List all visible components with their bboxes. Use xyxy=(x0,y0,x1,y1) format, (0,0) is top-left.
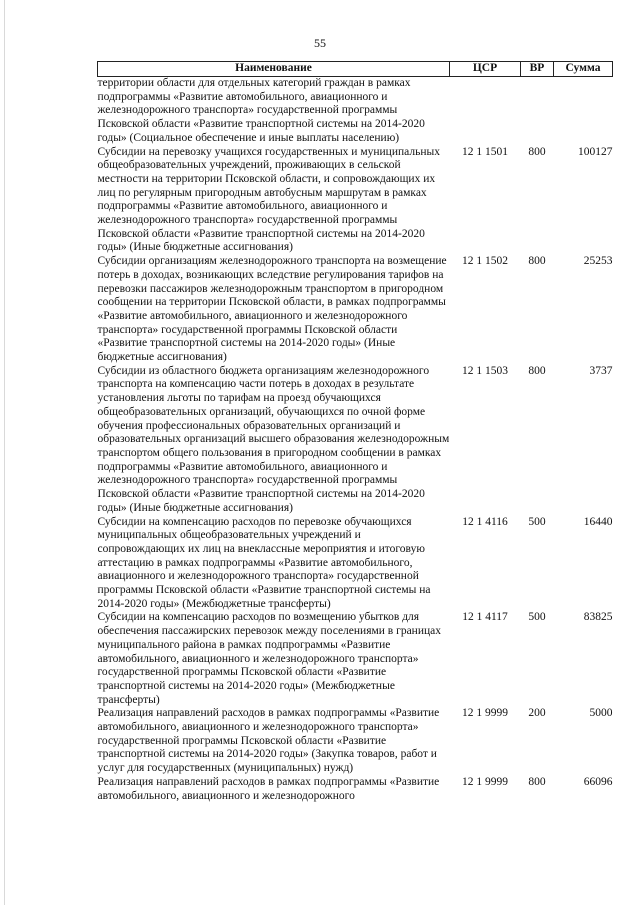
row-name: территории области для отдельных категорий граждан в рамках подпрограммы «Развитие автомобильного, авиационного и железнодорожного транспорта» государственной программы Псковской области «Развитие транспортной системы на 2014-2020 годы» (Социальное обеспечение и иные выплаты населению) xyxy=(97,77,425,144)
header-vr: ВР xyxy=(521,62,554,77)
table-header-row xyxy=(98,62,613,77)
row-vr: 800 xyxy=(528,255,546,268)
row-csr: 12 1 1502 xyxy=(462,255,508,268)
row-sum: 100127 xyxy=(578,145,613,158)
row-sum: 25253 xyxy=(583,255,613,268)
header-name: Наименование xyxy=(98,62,450,77)
table-row xyxy=(98,776,613,803)
table-row xyxy=(98,611,613,707)
row-vr: 800 xyxy=(528,145,546,158)
scan-edge-line xyxy=(4,0,5,905)
row-vr: 800 xyxy=(528,364,546,377)
row-name: Реализация направлений расходов в рамках подпрограммы «Развитие автомобильного, авиационного и железнодорожного xyxy=(97,775,440,802)
row-name: Реализация направлений расходов в рамках подпрограммы «Развитие автомобильного, авиационного и железнодорожного транспорта» государственной программы Псковской области «Развитие транспортной системы на 2014-2020 годы» (Закупка товаров, работ и услуг для государственных (муниципальных) нужд) xyxy=(97,707,440,775)
table-row xyxy=(98,146,613,256)
table-row xyxy=(98,707,613,776)
row-vr: 500 xyxy=(528,515,546,528)
row-sum: 16440 xyxy=(583,515,613,528)
row-sum: 5000 xyxy=(589,707,613,720)
row-csr: 12 1 4116 xyxy=(462,515,508,528)
row-name: Субсидии на компенсацию расходов по перевозке обучающихся муниципальных общеобразовательных учреждений и сопровождающих их лиц на внеклассные мероприятия и итоговую аттестацию в рамках подпрограммы «Развитие автомобильного, авиационного и железнодорожного транспорта» государственной программы Псковской области «Развитие транспортной системы на 2014-2020 годы» (Межбюджетные трансферты) xyxy=(97,515,431,610)
header-csr: ЦСР xyxy=(450,62,521,77)
table-row xyxy=(98,516,613,612)
row-sum xyxy=(554,77,613,146)
row-name: Субсидии организациям железнодорожного транспорта на возмещение потерь в доходах, возникающих вследствие регулирования тарифов на перевозки пассажиров железнодорожным транспортом в пригородном сообщении на территории Псковской области, в рамках подпрограммы «Развитие автомобильного, авиационного и железнодорожного транспорта» государственной программы Псковской области «Развитие транспортной системы на 2014-2020 годы» (Иные бюджетные ассигнования) xyxy=(97,255,447,364)
row-vr: 200 xyxy=(528,707,546,720)
page-number: 55 xyxy=(314,36,326,50)
table-row xyxy=(98,365,613,516)
row-sum: 3737 xyxy=(589,364,613,377)
row-csr: 12 1 9999 xyxy=(462,775,508,788)
row-vr: 500 xyxy=(528,611,546,624)
row-vr xyxy=(521,77,554,146)
table-row xyxy=(98,255,613,365)
row-csr: 12 1 1503 xyxy=(462,364,508,377)
row-sum: 83825 xyxy=(583,611,613,624)
budget-table xyxy=(97,61,613,803)
row-name: Субсидии на перевозку учащихся государственных и муниципальных общеобразовательных учреждений, проживающих в сельской местности на территории Псковской области, и сопровождающих их лиц по регулярным пригородным автобусным маршрутам в рамках подпрограммы «Развитие автомобильного, авиационного и железнодорожного транспорта» государственной программы Псковской области «Развитие транспортной системы на 2014-2020 годы» (Иные бюджетные ассигнования) xyxy=(97,145,440,254)
row-name: Субсидии из областного бюджета организациям железнодорожного транспорта на компенсацию части потерь в доходах в результате установления льготы по тарифам на проезд обучающихся общеобразовательных организаций, обучающихся по очной форме обучения профессиональных образовательных организаций и образовательных организаций высшего образования железнодорожным транспортом общего пользования в пригородном сообщении в рамках подпрограммы «Развитие автомобильного, авиационного и железнодорожного транспорта» государственной программы Псковской области «Развитие транспортной системы на 2014-2020 годы» (Иные бюджетные ассигнования) xyxy=(97,364,450,514)
row-sum: 66096 xyxy=(583,775,613,788)
row-name: Субсидии на компенсацию расходов по возмещению убытков для обеспечения пассажирских перевозок между поселениями в границах муниципального района в рамках подпрограммы «Развитие автомобильного, авиационного и железнодорожного транспорта» государственной программы Псковской области «Развитие транспортной системы на 2014-2020 годы» (Межбюджетные трансферты) xyxy=(97,611,441,706)
row-vr: 800 xyxy=(528,775,546,788)
row-csr: 12 1 9999 xyxy=(462,707,508,720)
row-csr: 12 1 1501 xyxy=(462,145,508,158)
header-sum: Сумма xyxy=(554,62,613,77)
row-csr xyxy=(450,77,521,146)
row-csr: 12 1 4117 xyxy=(462,611,508,624)
table-row xyxy=(98,77,613,146)
